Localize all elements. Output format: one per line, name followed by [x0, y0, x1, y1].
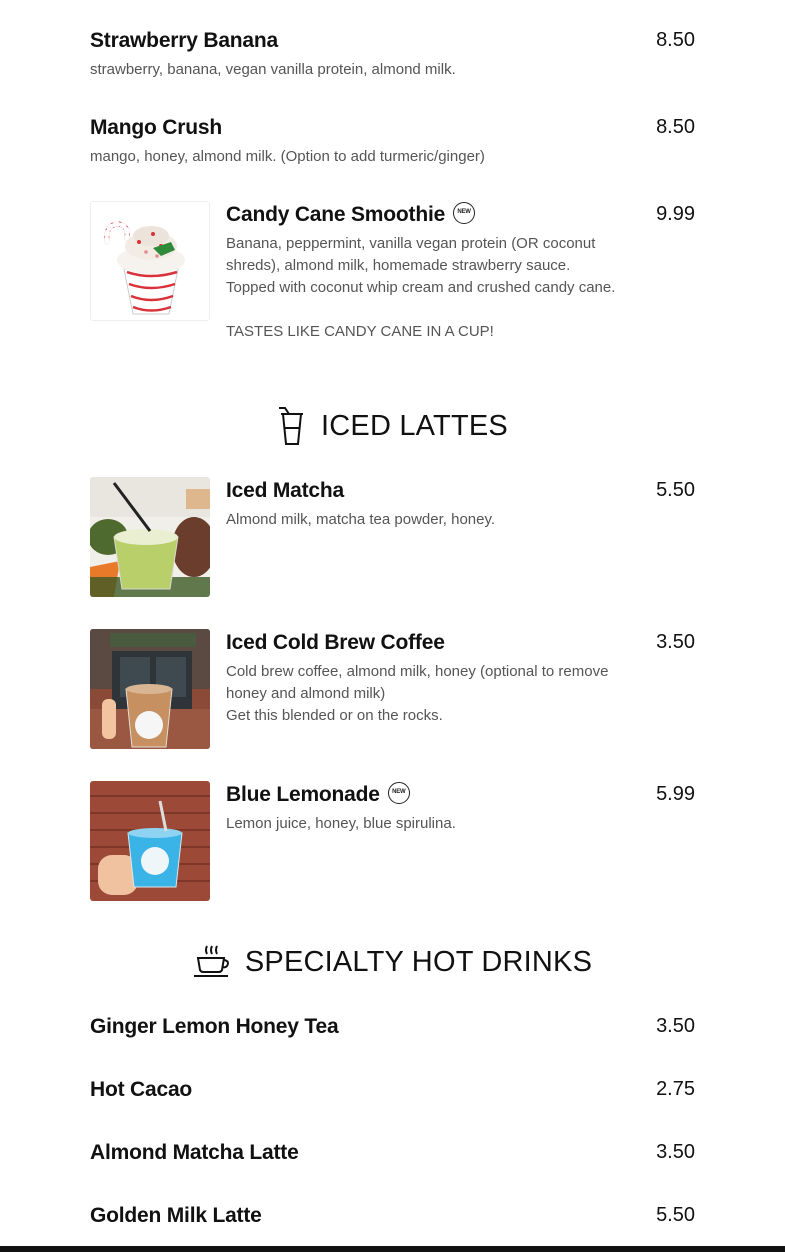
new-badge-icon: NEW [388, 782, 410, 804]
item-name: Candy Cane Smoothie NEW [226, 203, 475, 227]
item-name: Strawberry Banana [90, 29, 279, 52]
item-price: 8.50 [656, 116, 695, 138]
item-photo[interactable] [90, 629, 210, 749]
item-price: 5.99 [656, 783, 695, 805]
section-header-specialty-hot-drinks [0, 940, 785, 984]
item-description: Almond milk, matcha tea powder, honey. [226, 511, 496, 528]
item-price: 5.50 [656, 479, 695, 501]
item-photo[interactable] [90, 201, 210, 321]
item-description: Lemon juice, honey, blue spirulina. [226, 815, 456, 832]
item-name: Iced Matcha [226, 479, 345, 502]
menu-item[interactable] [90, 479, 695, 599]
item-photo[interactable] [90, 477, 210, 597]
section-title: SPECIALTY HOT DRINKS [244, 945, 593, 978]
menu-item[interactable] [90, 29, 695, 89]
item-description: strawberry, banana, vegan vanilla protein, almond milk. [90, 61, 456, 78]
iced-cup-icon [277, 406, 307, 446]
item-description: Banana, peppermint, vanilla vegan protein (OR coconut shreds), almond milk, homemade strawberry sauce. Topped with coconut whip cream and crushed candy cane. TASTES LIKE CANDY CANE IN A CUP! [226, 235, 616, 340]
item-name: Hot Cacao [90, 1078, 193, 1101]
menu-item[interactable] [90, 783, 695, 903]
item-name: Almond Matcha Latte [90, 1141, 299, 1164]
item-description: Cold brew coffee, almond milk, honey (optional to remove honey and almond milk) Get this blended or on the rocks. [226, 663, 609, 724]
item-name: Iced Cold Brew Coffee [226, 631, 445, 654]
menu-item[interactable] [90, 1141, 695, 1169]
item-price: 3.50 [656, 1141, 695, 1163]
menu-item[interactable] [90, 203, 695, 373]
section-title: ICED LATTES [321, 409, 508, 442]
item-name: Mango Crush [90, 116, 222, 139]
menu-item[interactable] [90, 116, 695, 176]
menu-item[interactable] [90, 631, 695, 751]
item-price: 9.99 [656, 203, 695, 225]
item-price: 3.50 [656, 1015, 695, 1037]
new-badge-icon: NEW [453, 202, 475, 224]
item-price: 3.50 [656, 631, 695, 653]
item-description: mango, honey, almond milk. (Option to add turmeric/ginger) [90, 148, 485, 165]
menu-item[interactable] [90, 1204, 695, 1232]
item-name: Golden Milk Latte [90, 1204, 262, 1227]
menu-item[interactable] [90, 1015, 695, 1043]
item-price: 2.75 [656, 1078, 695, 1100]
bottom-divider [0, 1246, 785, 1252]
item-price: 8.50 [656, 29, 695, 51]
item-name: Ginger Lemon Honey Tea [90, 1015, 339, 1038]
item-name: Blue Lemonade NEW [226, 783, 410, 807]
item-price: 5.50 [656, 1204, 695, 1226]
section-header-iced-lattes [0, 404, 785, 448]
hot-cup-icon [193, 944, 231, 980]
menu-item[interactable] [90, 1078, 695, 1106]
item-photo[interactable] [90, 781, 210, 901]
